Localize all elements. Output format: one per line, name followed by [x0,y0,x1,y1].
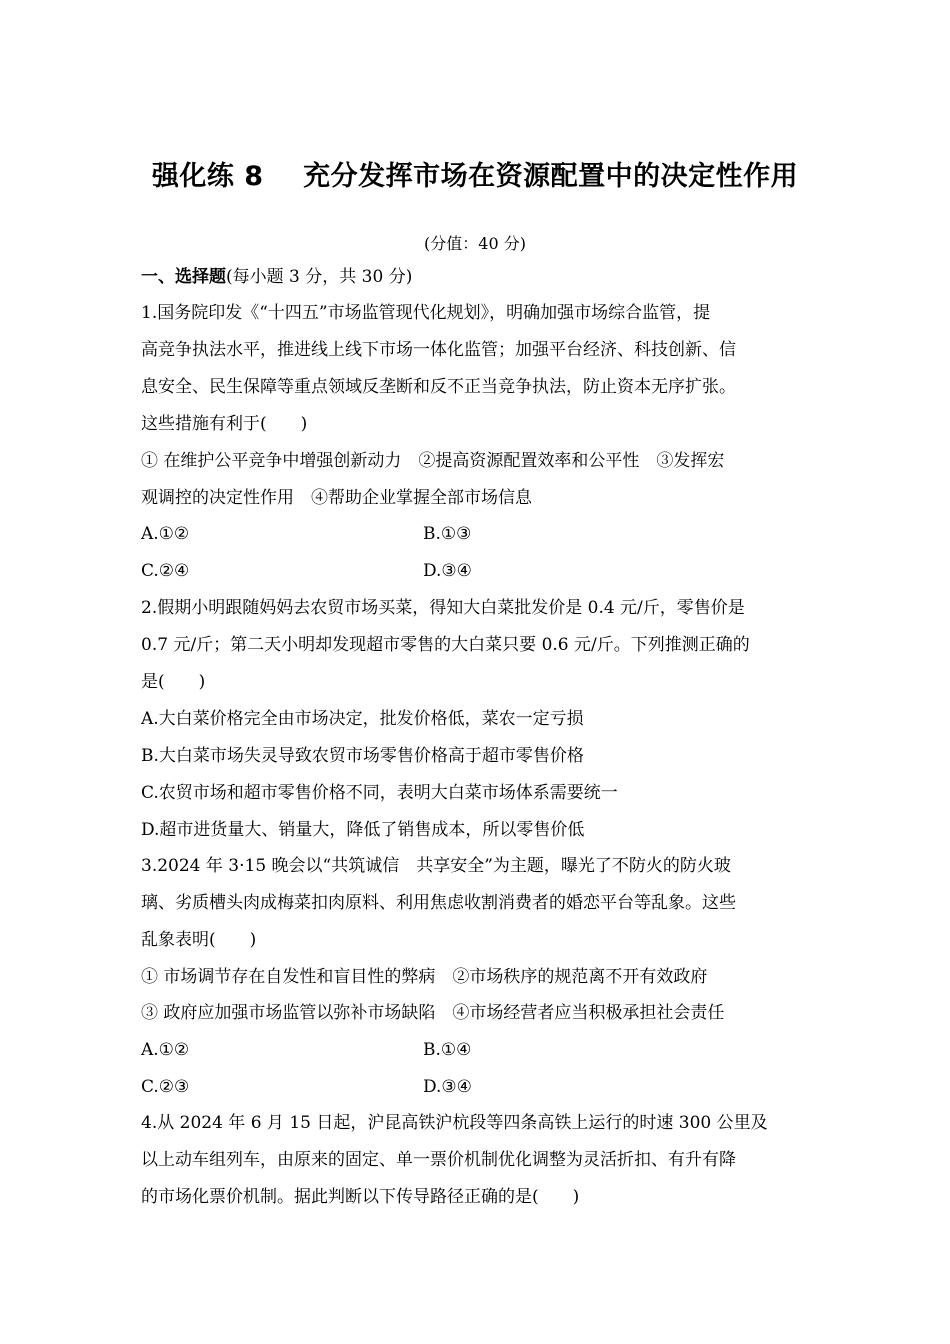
statement-line: ③ 政府应加强市场监管以弥补市场缺陷 ④市场经营者应当积极承担社会责任 [141,1003,725,1023]
question-text-line: 4.从 2024 年 6 月 15 日起，沪昆高铁沪杭段等四条高铁上运行的时速 300 公里及 [141,1113,768,1133]
statement-line: ① 在维护公平竞争中增强创新动力 ②提高资源配置效率和公平性 ③发挥宏 [141,451,725,471]
option-b: B.①③ [423,524,472,544]
question-text-line: 以上动车组列车，由原来的固定、单一票价机制优化调整为灵活折扣、有升有降 [141,1150,736,1170]
option-b: B.大白菜市场失灵导致农贸市场零售价格高于超市零售价格 [141,746,584,766]
page-title: 强化练 8 充分发挥市场在资源配置中的决定性作用 [151,161,799,192]
question-text-line: 乱象表明( ) [141,930,257,950]
option-d: D.超市进货量大、销量大，降低了销售成本，所以零售价低 [141,820,585,840]
question-text-line: 璃、劣质槽头肉成梅菜扣肉原料、利用焦虑收割消费者的婚恋平台等乱象。这些 [141,893,736,913]
statement-line: ① 市场调节存在自发性和盲目性的弊病 ②市场秩序的规范离不开有效政府 [141,967,708,987]
section-heading [141,265,821,289]
section-note: (每小题 3 分，共 30 分) [226,267,413,287]
option-c: C.②③ [141,1077,190,1097]
question-text-line: 0.7 元/斤；第二天小明却发现超市零售的大白菜只要 0.6 元/斤。下列推测正确的 [141,635,750,655]
section-heading-text: 一、选择题 [141,267,226,287]
question-text-line: 的市场化票价机制。据此判断以下传导路径正确的是( ) [141,1187,580,1207]
question-text-line: 2.假期小明跟随妈妈去农贸市场买菜，得知大白菜批发价是 0.4 元/斤，零售价是 [141,598,745,618]
option-a: A.①② [141,1040,190,1060]
question-text-line: 这些措施有利于( ) [141,414,308,434]
statement-line: 观调控的决定性作用 ④帮助企业掌握全部市场信息 [141,488,532,508]
option-a: A.大白菜价格完全由市场决定，批发价格低，菜农一定亏损 [141,709,584,729]
score-note: (分值：40 分) [424,234,526,253]
option-c: C.农贸市场和超市零售价格不同，表明大白菜市场体系需要统一 [141,783,618,803]
question-text-line: 息安全、民生保障等重点领域反垄断和反不正当竞争执法，防止资本无序扩张。 [141,377,736,397]
question-text-line: 3.2024 年 3·15 晚会以“共筑诚信 共享安全”为主题，曝光了不防火的防火玻 [141,856,731,876]
question-text-line: 1.国务院印发《“十四五”市场监管现代化规划》，明确加强市场综合监管，提 [141,303,711,323]
question-text-line: 是( ) [141,672,206,692]
option-c: C.②④ [141,561,190,581]
option-a: A.①② [141,524,190,544]
option-d: D.③④ [423,1077,472,1097]
question-text-line: 高竞争执法水平，推进线上线下市场一体化监管；加强平台经济、科技创新、信 [141,340,736,360]
option-b: B.①④ [423,1040,472,1060]
option-d: D.③④ [423,561,472,581]
